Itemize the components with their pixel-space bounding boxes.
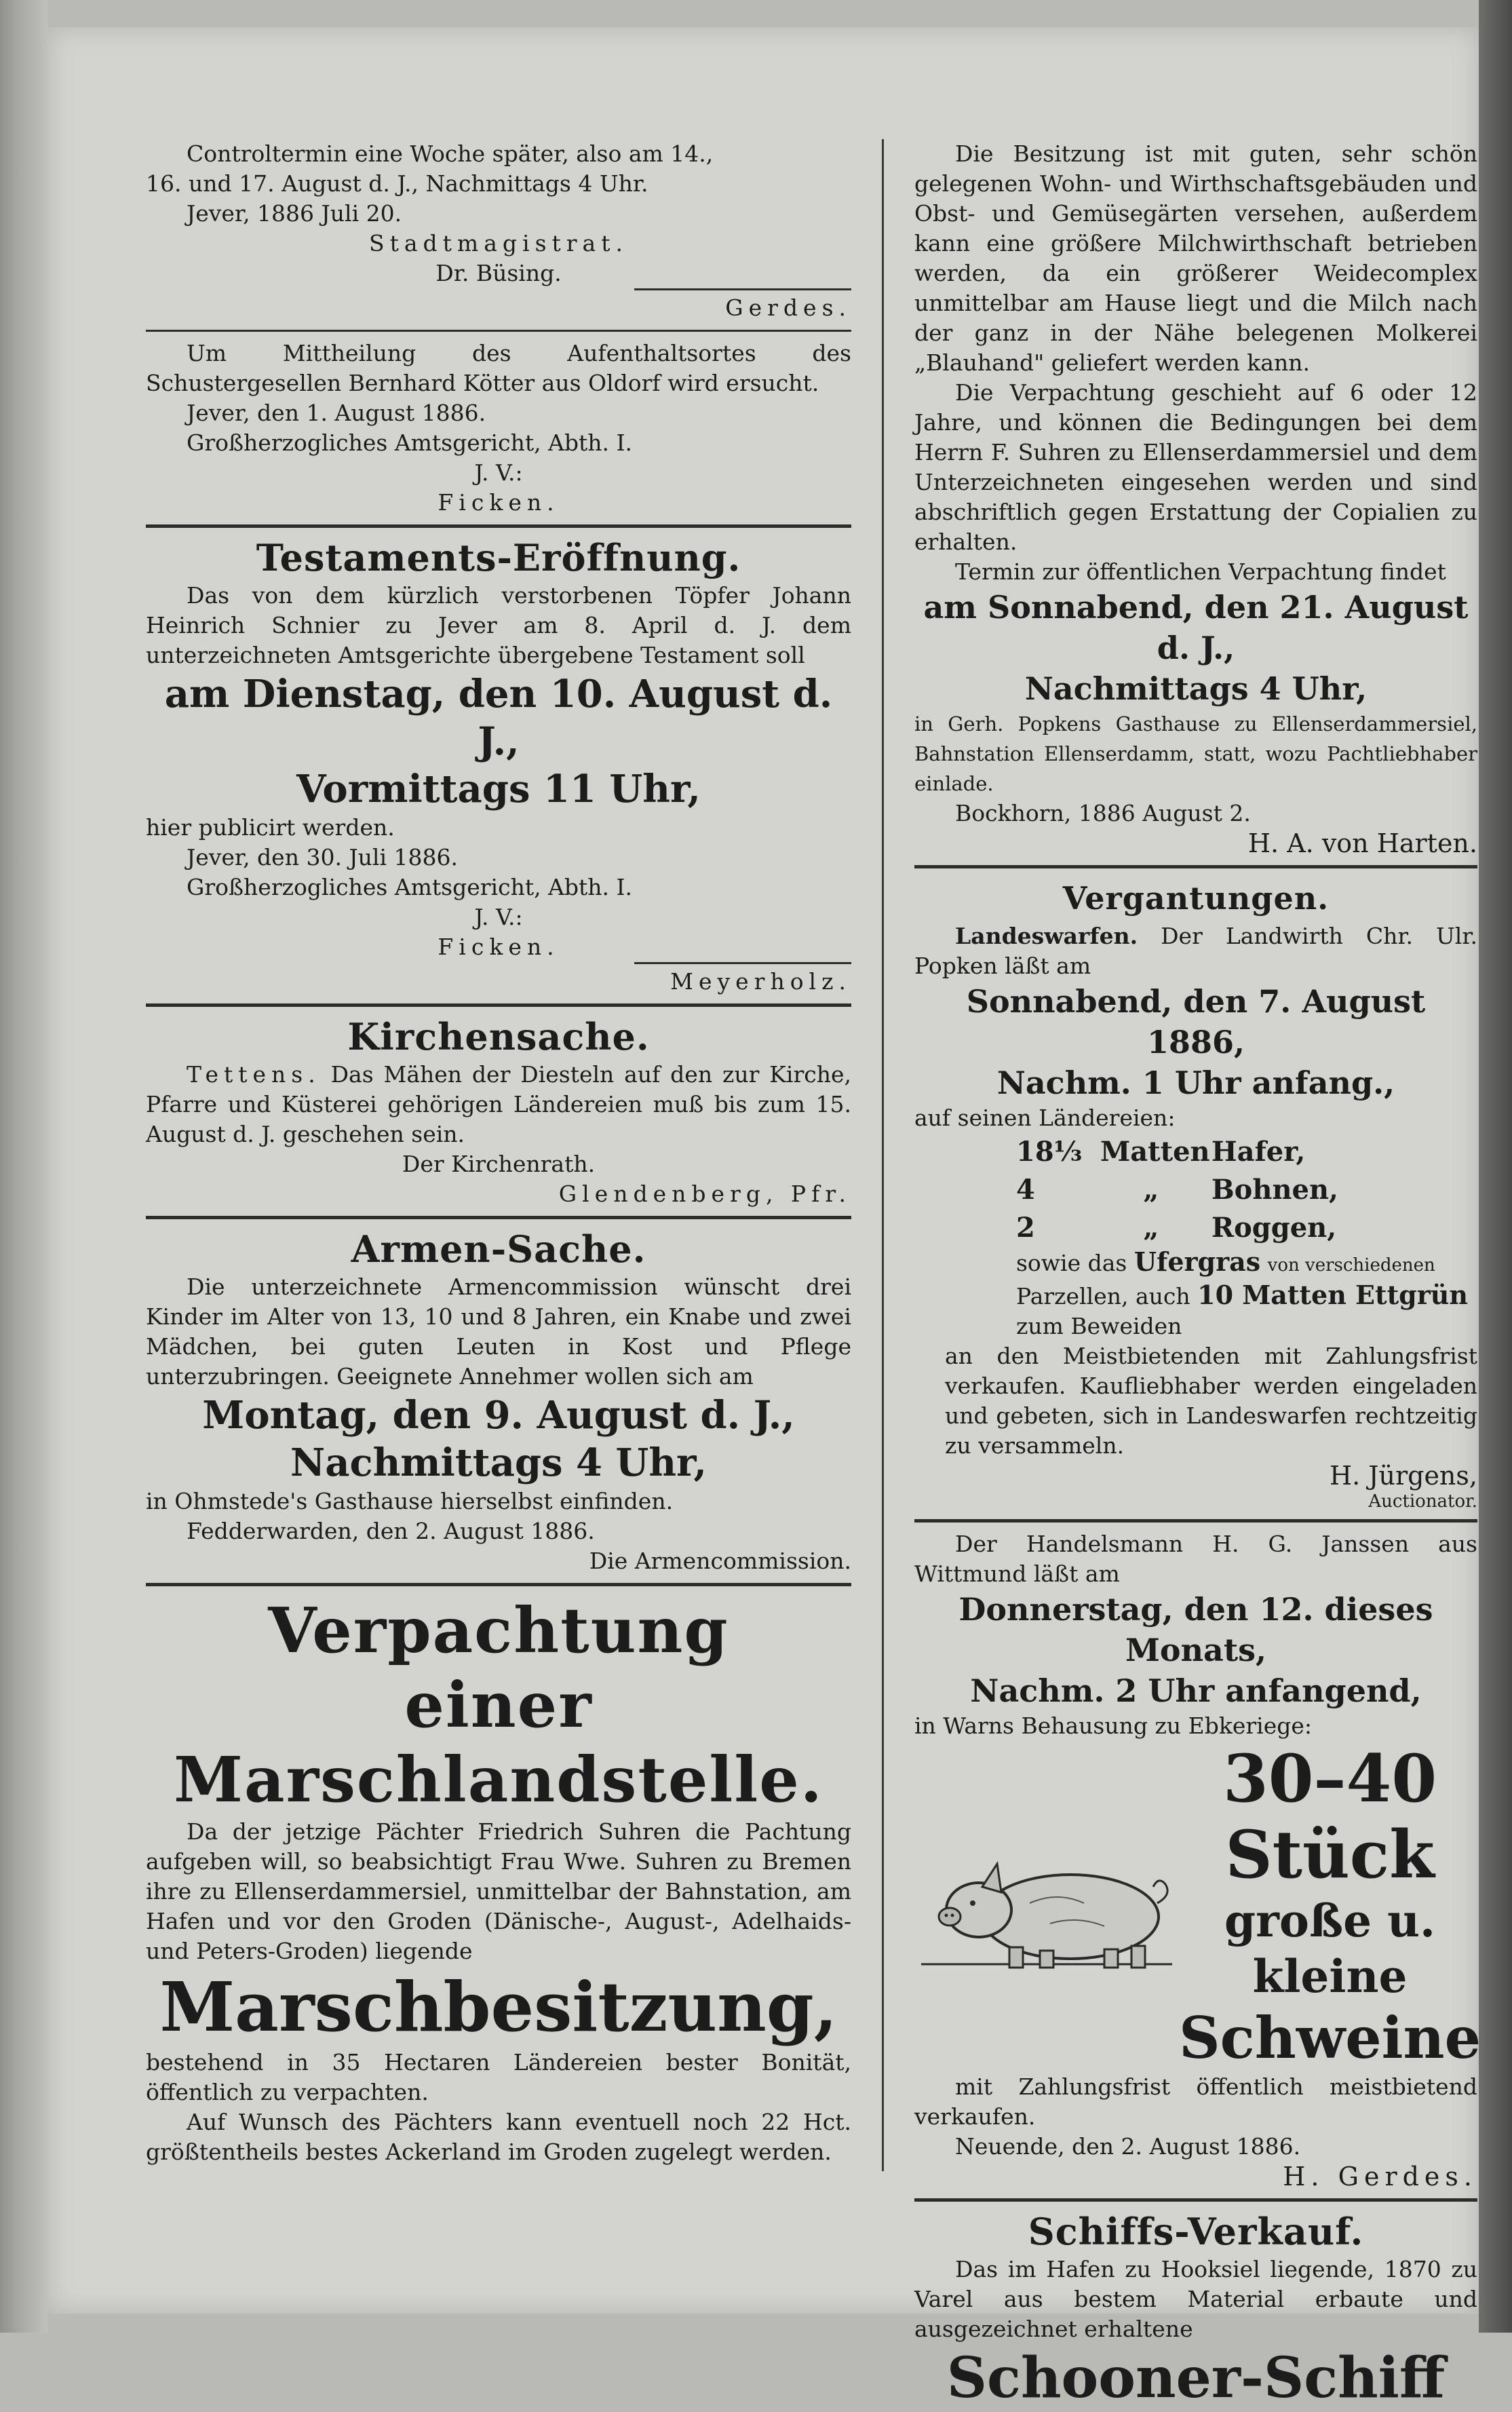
countersign: Meyerholz. [634, 962, 851, 997]
pig-illustration-icon [914, 1822, 1179, 1991]
ad-ship-sale [914, 2208, 1477, 2412]
crop-unit: Matten [1100, 1136, 1210, 1168]
ad-text: bestehend in 35 Hectaren Ländereien bester Bonität, öffentlich zu verpachten. [146, 2049, 851, 2105]
ad-separator [146, 330, 851, 332]
ad-lease [146, 1593, 851, 2167]
ad-heading: Kirchensache. [347, 1015, 650, 1058]
ad-text: Die unterzeichnete Armencommission wünscht drei Kinder im Alter von 13, 10 und 8 Jahren, ein Knabe und zwei Mädchen, bei guten Leuten in Kost und Pflege unterzubringen. Geeignete Annehmer wollen sich am [146, 1274, 851, 1390]
time-big: Nachm. 1 Uhr anfang., [996, 1065, 1395, 1101]
signer: Ficken. [438, 934, 560, 960]
crop-qty: 2 [1016, 1212, 1035, 1244]
ad-text: Die Besitzung ist mit guten, sehr schön gelegenen Wohn- und Wirthschaftsgebäuden und Obst- und Gemüsegärten versehen, außerdem kann eine größere Milchwirthschaft betrieben werden, da ein größerer Weidecomplex unmittelbar am Hause liegt und die Milch nach der ganz in der Nähe belegenen Molkerei „Blauhand" geliefert werden kann. [914, 140, 1477, 376]
ad-auctions [914, 875, 1477, 1512]
ad-lease-continued [914, 139, 1477, 858]
ad-text: Das Mähen der Diesteln auf den zur Kirche, Pfarre und Küsterei gehörigen Ländereien muß bis zum 15. August d. J. geschehen sein. [146, 1061, 851, 1147]
ad-text: Auf Wunsch des Pächters kann eventuell noch 22 Hct. größtentheils bestes Ackerland im Groden zugelegt werden. [146, 2109, 851, 2165]
time-big: Nachmittags 4 Uhr, [1024, 670, 1368, 707]
crop-name: Roggen, [1211, 1212, 1337, 1244]
ad-text: Das von dem kürzlich verstorbenen Töpfer Johann Heinrich Schnier zu Jever am 8. April d. J. dem unterzeichneten Amtsgerichte übergebene Testament soll [146, 582, 851, 668]
ad-separator [146, 1216, 851, 1219]
body-name: Der Kirchenrath. [402, 1151, 596, 1177]
ad-text: Das im Hafen zu Hooksiel liegende, 1870 zu Varel aus bestem Material erbaute und ausgezeichnet erhaltene [914, 2256, 1477, 2342]
crop-item [914, 1171, 1477, 1209]
ad-testament [146, 535, 851, 997]
ad-separator [146, 1003, 851, 1007]
countersign-wrap [146, 288, 851, 323]
page-binding [0, 0, 47, 2333]
ad-separator [146, 524, 851, 528]
page-edge [1479, 0, 1512, 2333]
ad-poor-relief [146, 1226, 851, 1576]
intro-text: auf seinen Ländereien: [914, 1105, 1176, 1131]
ad-control-term [146, 139, 851, 323]
pig-count: 30–40 Stück [1222, 1740, 1437, 1893]
place-label: Tettens. [187, 1061, 321, 1088]
after-text: in Warns Behausung zu Ebkeriege: [914, 1712, 1312, 1739]
time-big: Nachmittags 4 Uhr, [290, 1440, 707, 1485]
countersign: Gerdes. [634, 288, 851, 323]
big-word: Schooner-Schiff [946, 2346, 1446, 2411]
time-big: Vormittags 11 Uhr, [296, 767, 701, 811]
authority: Großherzogliches Amtsgericht, Abth. I. [187, 874, 633, 900]
signer: Dr. Büsing. [435, 260, 562, 286]
authority: Großherzogliches Amtsgericht, Abth. I. [187, 429, 633, 456]
crop-unit: „ [1143, 1174, 1159, 1206]
date-big: am Sonnabend, den 21. August d. J., [923, 589, 1469, 666]
ad-text: mit Zahlungsfrist öffentlich meistbietend verkaufen. [914, 2073, 1477, 2130]
ad-separator [914, 865, 1477, 868]
ad-heading: Verpachtung [268, 1594, 729, 1667]
date-big: Donnerstag, den 12. dieses Monats, [958, 1591, 1433, 1668]
big-word: Marschbesitzung, [159, 1967, 838, 2047]
crop-item [914, 1133, 1477, 1171]
countersign-wrap [146, 962, 851, 997]
signer-role: Auctionator. [1368, 1491, 1477, 1512]
pig-kind: große u. kleine [1224, 1894, 1436, 2003]
text-line: 16. und 17. August d. J., Nachmittags 4 Uhr. [146, 170, 648, 197]
crop-unit: „ [1143, 1212, 1159, 1244]
ad-text: in Gerh. Popkens Gasthause zu Ellenserdammersiel, Bahnstation Ellenserdamm, statt, wozu Pachtliebhaber einlade. [914, 712, 1477, 795]
date-big: Montag, den 9. August d. J., [202, 1393, 795, 1438]
grass-word: Ufergras [1133, 1246, 1261, 1277]
ad-separator [914, 1519, 1477, 1523]
ad-separator [914, 2198, 1477, 2202]
parcels-big: 10 Matten Ettgrün [1197, 1280, 1468, 1310]
signer: H. Gerdes. [1283, 2162, 1477, 2191]
iv-mark: J. V.: [474, 459, 523, 486]
crop-qty: 4 [1016, 1174, 1035, 1206]
signer: H. Jürgens, [1329, 1461, 1477, 1491]
ad-text: Termin zur öffentlichen Verpachtung findet [955, 558, 1446, 585]
crop-qty: 18⅓ [1016, 1136, 1083, 1168]
place-date: Jever, den 30. Juli 1886. [187, 844, 458, 870]
authority: Stadtmagistrat. [369, 230, 628, 256]
ad-heading: Armen-Sache. [351, 1227, 646, 1271]
ad-separator [146, 1583, 851, 1586]
signer: Ficken. [438, 489, 560, 516]
crop-name: Bohnen, [1211, 1174, 1338, 1206]
text-line: Controltermin eine Woche später, also am 14., [187, 140, 714, 167]
ad-heading: Schiffs-Verkauf. [1028, 2210, 1364, 2253]
ad-subheading: einer Marschlandstelle. [174, 1668, 823, 1816]
ad-text: an den Meistbietenden mit Zahlungsfrist verkaufen. Kaufliebhaber werden eingeladen und gebeten, sich in Landeswarfen rechtzeitig zu versammeln. [945, 1343, 1477, 1459]
right-column [914, 139, 1481, 2412]
place-date: Neuende, den 2. August 1886. [955, 2133, 1301, 2160]
signer: Glendenberg, Pfr. [558, 1181, 851, 1207]
text-part: zum Beweiden [1016, 1313, 1182, 1339]
signer: H. A. von Harten. [1247, 828, 1477, 858]
after-text: in Ohmstede's Gasthause hierselbst einfinden. [146, 1488, 674, 1514]
time-big: Nachm. 2 Uhr anfangend, [970, 1672, 1422, 1709]
ad-text: Da der jetzige Pächter Friedrich Suhren die Pachtung aufgeben will, so beabsichtigt Frau Wwe. Suhren zu Bremen ihre zu Ellenserdammersiel, unmittelbar der Bahnstation, am Hafen und vor den Groden (Dänische-, August-, Adelhaids- und Peters-Groden) liegende [146, 1818, 851, 1964]
text-part: Parzellen, auch [1016, 1283, 1190, 1309]
ad-church [146, 1014, 851, 1209]
ad-text: Um Mittheilung des Aufenthaltsortes des Schustergesellen Bernhard Kötter aus Oldorf wird ersucht. [146, 340, 851, 396]
crop-name: Hafer, [1211, 1136, 1306, 1168]
crop-item [914, 1209, 1477, 1247]
ad-heading: Vergantungen. [1062, 880, 1330, 917]
place-date: Jever, 1886 Juli 20. [187, 200, 402, 227]
ad-text: Der Landwirth Chr. Ulr. Popken läßt am [914, 923, 1478, 979]
iv-mark: J. V.: [474, 904, 523, 930]
pig-block [914, 1740, 1481, 2072]
after-text: hier publicirt werden. [146, 814, 395, 841]
place-date: Jever, den 1. August 1886. [187, 400, 486, 426]
ad-heading: Testaments-Eröffnung. [256, 536, 741, 579]
pig-headline [1179, 1741, 1481, 2072]
text-part: von verschiedenen [1267, 1255, 1435, 1276]
signer: Die Armencommission. [589, 1548, 851, 1574]
text-part: sowie das [1016, 1250, 1127, 1276]
date-big: Sonnabend, den 7. August 1886, [966, 983, 1426, 1060]
left-column [146, 139, 851, 2167]
date-big: am Dienstag, den 10. August d. J., [164, 672, 833, 764]
place-date: Bockhorn, 1886 August 2. [955, 800, 1251, 826]
ad-text: Der Handelsmann H. G. Janssen aus Wittmund läßt am [914, 1531, 1477, 1587]
place-date: Fedderwarden, den 2. August 1886. [187, 1518, 595, 1544]
ad-whereabouts [146, 339, 851, 518]
column-divider [882, 139, 884, 2171]
pig-animal: Schweine [1179, 2004, 1481, 2071]
place-label: Landeswarfen. [955, 923, 1138, 949]
ad-pig-sale [914, 1529, 1481, 2191]
ad-text: Die Verpachtung geschieht auf 6 oder 12 Jahre, und können die Bedingungen bei dem Herrn F. Suhren zu Ellenserdammersiel und dem Unterzeichneten eingesehen werden und sind abschriftlich gegen Erstattung der Copialien zu erhalten. [914, 379, 1477, 555]
